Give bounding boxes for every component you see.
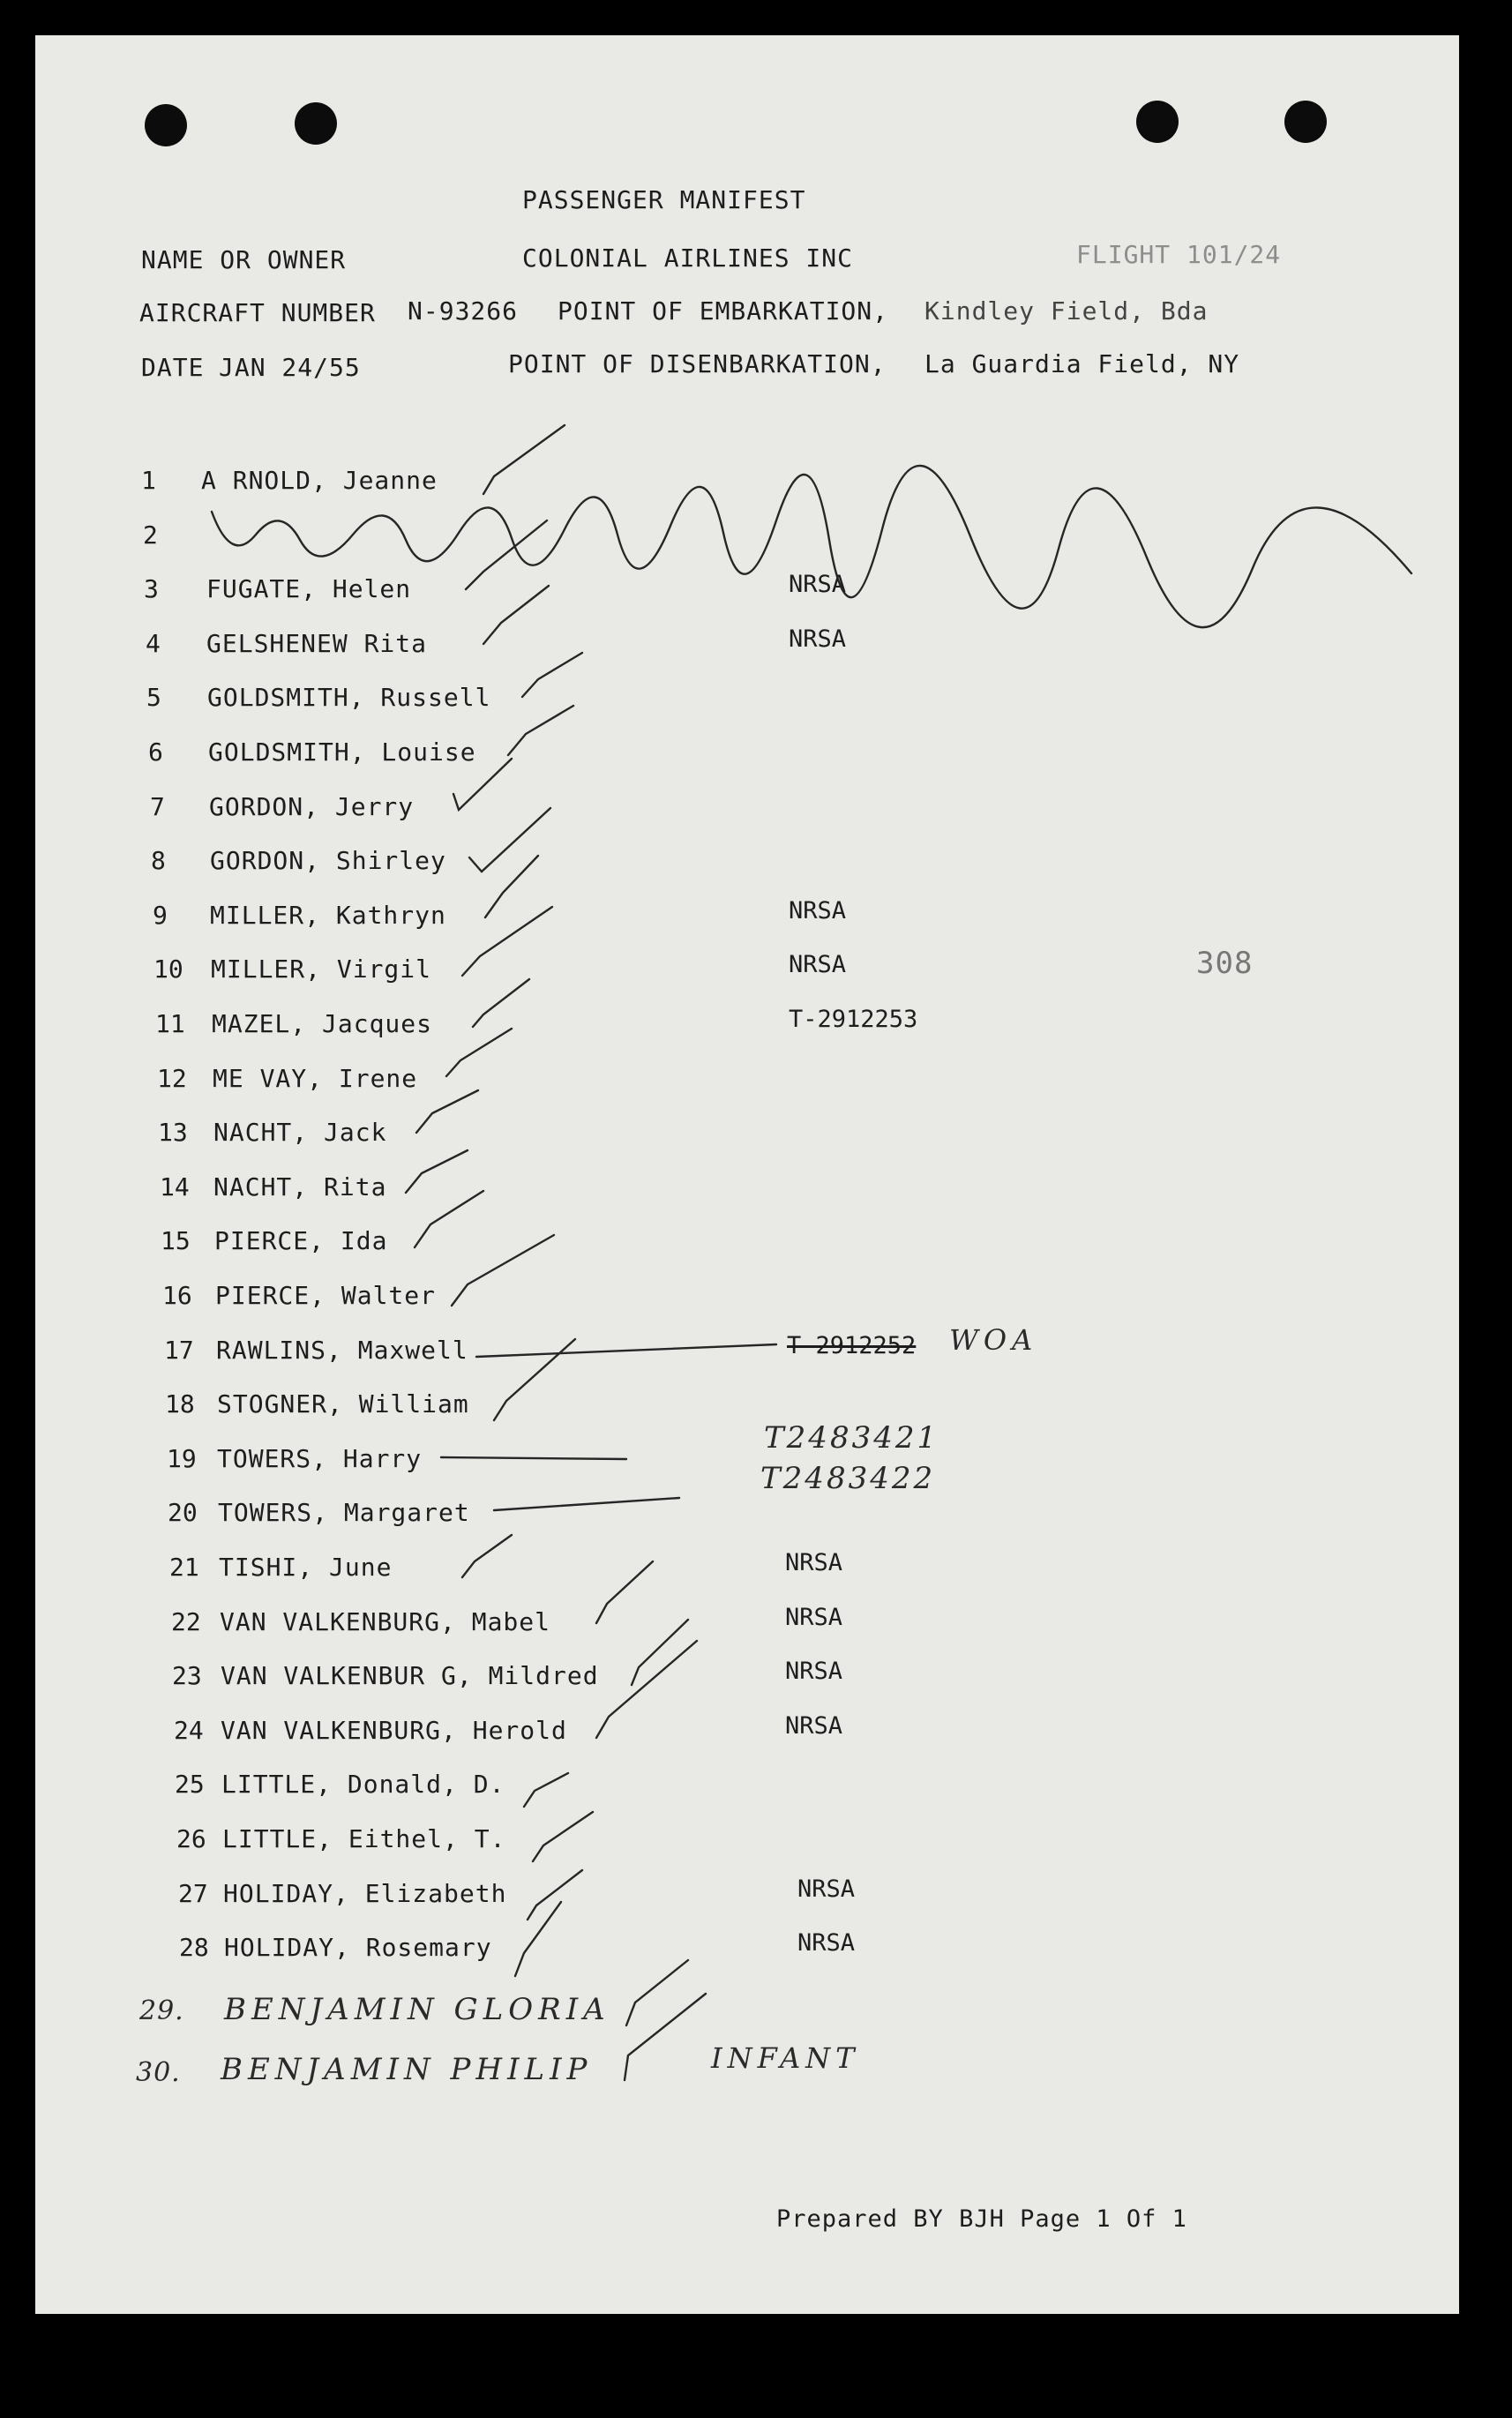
- row-number: 26: [176, 1824, 206, 1853]
- row-number: 7: [150, 792, 165, 821]
- passenger-note: NRSA: [785, 1712, 843, 1740]
- checkmark: [469, 808, 550, 872]
- row-number: 21: [169, 1553, 199, 1582]
- checkmark: [515, 1902, 561, 1976]
- row-number: 4: [146, 629, 161, 658]
- embark-value: Kindley Field, Bda: [924, 296, 1209, 326]
- row-number: 5: [146, 683, 161, 712]
- passenger-name: GORDON, Jerry: [209, 792, 415, 821]
- date-label: DATE: [141, 353, 205, 382]
- row-number: 6: [148, 737, 163, 767]
- passenger-note: NRSA: [785, 1604, 843, 1631]
- passenger-name: MILLER, Kathryn: [210, 901, 446, 930]
- handwritten-line30-name: BENJAMIN PHILIP: [221, 2052, 593, 2087]
- row-number: 8: [151, 846, 166, 875]
- row-number: 13: [158, 1118, 188, 1147]
- owner-label: NAME OR OWNER: [141, 245, 347, 274]
- passenger-note: T-2912253: [789, 1006, 918, 1033]
- handwritten-line29-number: 29.: [139, 1995, 184, 2026]
- checkmark: [462, 907, 552, 976]
- handwritten-line30-number: 30.: [136, 2057, 181, 2088]
- row-number: 16: [162, 1281, 192, 1310]
- passenger-name: LITTLE, Donald, D.: [221, 1770, 505, 1799]
- page-footer: Prepared BY BJH Page 1 Of 1: [776, 2205, 1187, 2233]
- row-number: 10: [153, 954, 183, 984]
- passenger-note: T-2912252: [787, 1332, 917, 1359]
- date-value: JAN 24/55: [219, 353, 361, 382]
- row-number: 14: [160, 1172, 190, 1202]
- embark-label: POINT OF EMBARKATION,: [558, 296, 889, 326]
- aircraft-label: AIRCRAFT NUMBER: [139, 298, 376, 327]
- passenger-name: MAZEL, Jacques: [212, 1009, 433, 1038]
- passenger-name: GORDON, Shirley: [210, 846, 446, 875]
- passenger-name: FUGATE, Helen: [206, 574, 412, 603]
- row-number: 11: [155, 1009, 185, 1038]
- wavy-strike-line: [212, 466, 1411, 627]
- passenger-name: GOLDSMITH, Louise: [208, 737, 476, 767]
- handwritten-ticket-harry: T2483421: [764, 1420, 939, 1456]
- passenger-note: NRSA: [797, 1929, 856, 1957]
- passenger-name: A RNOLD, Jeanne: [201, 466, 438, 495]
- row-number: 18: [165, 1389, 195, 1419]
- checkmark: [494, 1339, 575, 1420]
- row-number: 24: [174, 1716, 204, 1745]
- row-number: 23: [172, 1661, 202, 1690]
- passenger-name: PIERCE, Walter: [215, 1281, 437, 1310]
- passenger-name: VAN VALKENBURG, Mabel: [220, 1607, 551, 1636]
- passenger-name: TISHI, June: [219, 1553, 393, 1582]
- row-number: 2: [143, 520, 158, 550]
- row-number: 19: [167, 1444, 197, 1473]
- handwritten-row17-note: WOA: [949, 1323, 1038, 1357]
- strike-line-row17: [476, 1344, 776, 1357]
- checkmark: [596, 1561, 653, 1623]
- checkmark: [524, 1773, 568, 1807]
- row-number: 12: [157, 1064, 187, 1093]
- strike-line-row19: [441, 1457, 626, 1459]
- passenger-name: GELSHENEW Rita: [206, 629, 428, 658]
- checkmark: [485, 856, 538, 917]
- checkmark: [462, 1535, 512, 1577]
- passenger-name: HOLIDAY, Rosemary: [224, 1933, 492, 1962]
- passenger-note: NRSA: [789, 625, 847, 653]
- checkmark: [533, 1812, 593, 1861]
- checkmark: [466, 520, 547, 589]
- checkmark: [446, 1029, 512, 1076]
- passenger-name: VAN VALKENBUR G, Mildred: [221, 1661, 599, 1690]
- checkmark: [473, 979, 529, 1027]
- row-number: 22: [171, 1607, 201, 1636]
- passenger-name: TOWERS, Margaret: [218, 1498, 470, 1527]
- checkmark: [406, 1150, 468, 1193]
- row-number: 3: [144, 574, 159, 603]
- passenger-name: PIERCE, Ida: [214, 1226, 388, 1255]
- passenger-name: MILLER, Virgil: [211, 954, 432, 984]
- checkmark: [483, 586, 549, 644]
- strike-line-row20: [494, 1498, 679, 1510]
- checkmark: [453, 759, 512, 810]
- row-number: 15: [161, 1226, 191, 1255]
- disembark-value: La Guardia Field, NY: [924, 349, 1240, 378]
- handwritten-ticket-margaret: T2483422: [760, 1461, 936, 1496]
- checkmark: [415, 1191, 483, 1247]
- passenger-name: NACHT, Jack: [213, 1118, 387, 1147]
- checkmark: [632, 1620, 688, 1685]
- aircraft-value: N-93266: [408, 296, 519, 326]
- checkmark: [596, 1641, 697, 1738]
- passenger-note: NRSA: [789, 571, 847, 598]
- checkmark: [452, 1235, 554, 1306]
- checkmark: [483, 425, 565, 494]
- passenger-name: LITTLE, Eithel, T.: [222, 1824, 506, 1853]
- row-number: 1: [141, 466, 156, 495]
- passenger-name: ME VAY, Irene: [213, 1064, 418, 1093]
- disembark-label: POINT OF DISENBARKATION,: [508, 349, 887, 378]
- row-number: 17: [164, 1336, 194, 1365]
- passenger-name: NACHT, Rita: [213, 1172, 387, 1202]
- handwritten-line30-note: INFANT: [711, 2041, 860, 2075]
- handwritten-line29-name: BENJAMIN GLORIA: [224, 1992, 610, 2027]
- checkmark: [625, 1994, 706, 2080]
- passenger-note: NRSA: [785, 1549, 843, 1576]
- flight-number: FLIGHT 101/24: [1076, 240, 1282, 269]
- row-number: 9: [153, 901, 168, 930]
- side-number: 308: [1196, 946, 1254, 981]
- passenger-name: RAWLINS, Maxwell: [216, 1336, 468, 1365]
- row-number: 25: [175, 1770, 205, 1799]
- passenger-name: GOLDSMITH, Russell: [207, 683, 491, 712]
- passenger-note: NRSA: [797, 1875, 856, 1903]
- checkmark: [416, 1090, 478, 1133]
- manifest-title: PASSENGER MANIFEST: [522, 185, 806, 214]
- owner-value: COLONIAL AIRLINES INC: [522, 243, 854, 273]
- row-number: 28: [179, 1933, 209, 1962]
- passenger-note: NRSA: [785, 1658, 843, 1685]
- passenger-note: NRSA: [789, 951, 847, 978]
- passenger-name: VAN VALKENBURG, Herold: [221, 1716, 567, 1745]
- passenger-name: TOWERS, Harry: [217, 1444, 423, 1473]
- passenger-name: STOGNER, William: [217, 1389, 469, 1419]
- passenger-note: NRSA: [789, 897, 847, 925]
- checkmark: [522, 653, 582, 697]
- checkmark: [508, 706, 573, 755]
- row-number: 20: [168, 1498, 198, 1527]
- passenger-name: HOLIDAY, Elizabeth: [223, 1879, 507, 1908]
- row-number: 27: [178, 1879, 208, 1908]
